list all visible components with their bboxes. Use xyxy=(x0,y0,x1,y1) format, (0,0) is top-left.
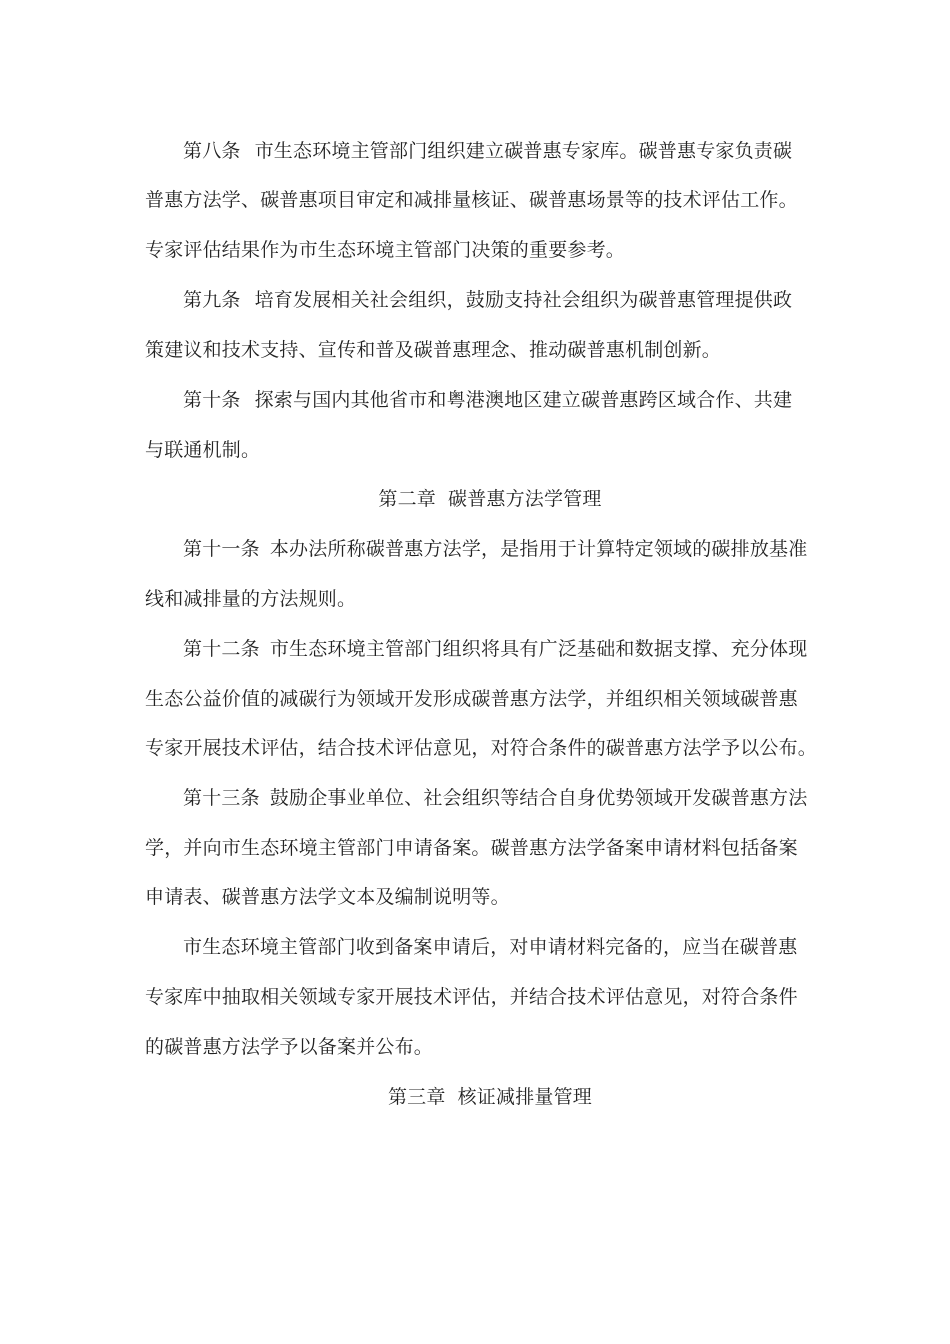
article-12-line-1 xyxy=(183,637,815,661)
article-12-line-2: 生态公益价值的减碳行为领域开发形成碳普惠方法学，并组织相关领域碳普惠 xyxy=(145,688,798,710)
article-10-line-2: 与联通机制。 xyxy=(145,439,261,461)
chapter-3-heading xyxy=(145,1085,835,1109)
chapter-2-title: 碳普惠方法学管理 xyxy=(448,488,602,510)
article-11-number: 第十一条 xyxy=(183,538,260,560)
article-13-number: 第十三条 xyxy=(183,787,260,809)
article-13-line-2: 学，并向市生态环境主管部门申请备案。碳普惠方法学备案申请材料包括备案 xyxy=(145,837,798,859)
chapter-3-title: 核证减排量管理 xyxy=(457,1086,592,1108)
article-13-p2-line-1: 市生态环境主管部门收到备案申请后，对申请材料完备的，应当在碳普惠 xyxy=(183,936,798,958)
article-10-line-1 xyxy=(183,388,815,412)
article-8-line-3: 专家评估结果作为市生态环境主管部门决策的重要参考。 xyxy=(145,239,626,261)
article-8-number: 第八条 xyxy=(183,140,241,162)
article-8-line-1 xyxy=(183,139,815,163)
article-10-number: 第十条 xyxy=(183,389,241,411)
article-11-text-1: 本办法所称碳普惠方法学，是指用于计算特定领域的碳排放基准 xyxy=(269,538,808,560)
article-8-line-2: 普惠方法学、碳普惠项目审定和减排量核证、碳普惠场景等的技术评估工作。 xyxy=(145,189,798,211)
chapter-2-number: 第二章 xyxy=(378,488,436,510)
article-9-line-2: 策建议和技术支持、宣传和普及碳普惠理念、推动碳普惠机制创新。 xyxy=(145,339,722,361)
article-8-text-1: 市生态环境主管部门组织建立碳普惠专家库。碳普惠专家负责碳 xyxy=(254,140,793,162)
article-13-line-3: 申请表、碳普惠方法学文本及编制说明等。 xyxy=(145,886,510,908)
article-11-line-1 xyxy=(183,537,815,561)
article-12-number: 第十二条 xyxy=(183,638,260,660)
article-10-text-1: 探索与国内其他省市和粤港澳地区建立碳普惠跨区域合作、共建 xyxy=(254,389,793,411)
article-9-number: 第九条 xyxy=(183,289,241,311)
article-13-p2-line-3: 的碳普惠方法学予以备案并公布。 xyxy=(145,1036,434,1058)
article-9-line-1 xyxy=(183,288,815,312)
article-13-p2-line-2: 专家库中抽取相关领域专家开展技术评估，并结合技术评估意见，对符合条件 xyxy=(145,986,798,1008)
chapter-3-number: 第三章 xyxy=(387,1086,446,1108)
article-13-line-1 xyxy=(183,786,815,810)
article-9-text-1: 培育发展相关社会组织，鼓励支持社会组织为碳普惠管理提供政 xyxy=(254,289,793,311)
article-12-line-3: 专家开展技术评估，结合技术评估意见，对符合条件的碳普惠方法学予以公布。 xyxy=(145,737,818,759)
article-13-text-1: 鼓励企事业单位、社会组织等结合自身优势领域开发碳普惠方法 xyxy=(269,787,808,809)
chapter-2-heading xyxy=(145,487,835,511)
article-12-text-1: 市生态环境主管部门组织将具有广泛基础和数据支撑、充分体现 xyxy=(269,638,808,660)
article-11-line-2: 线和减排量的方法规则。 xyxy=(145,588,357,610)
